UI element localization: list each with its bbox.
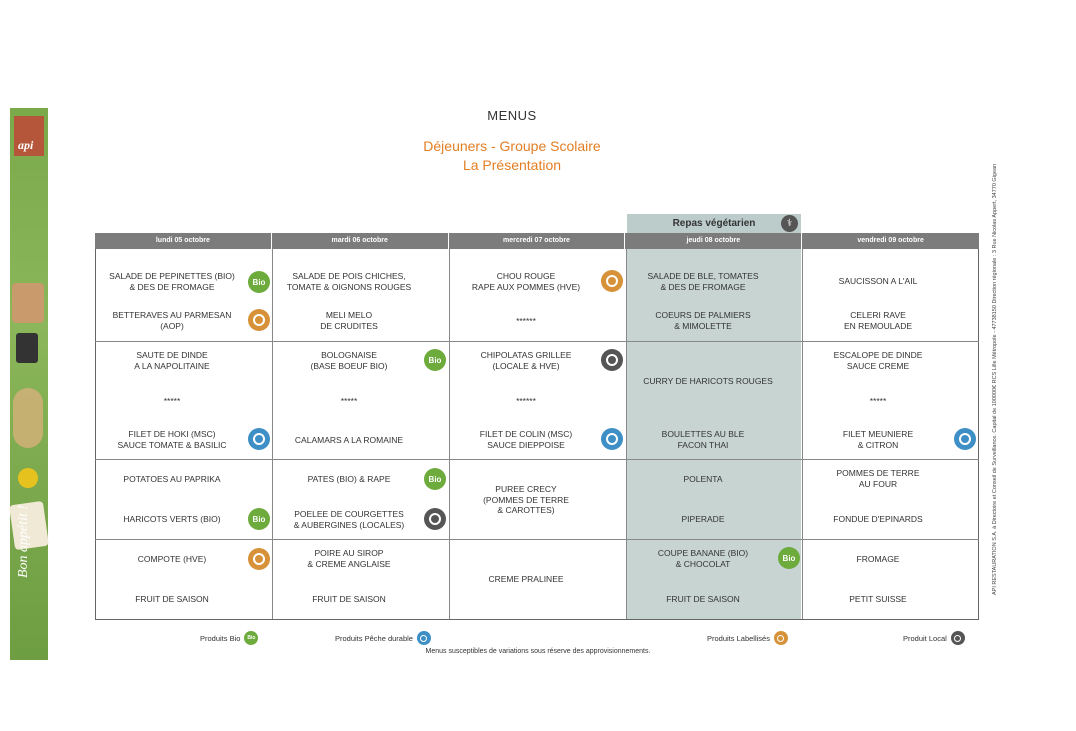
menu-item: CHIPOLATAS GRILLEE (LOCALE & HVE)	[480, 350, 572, 371]
day-header: vendredi 09 octobre	[802, 233, 979, 249]
label-badge-icon	[248, 309, 270, 331]
day-header: lundi 05 octobre	[95, 233, 272, 249]
footnote: Menus susceptibles de variations sous réserve des approvisionnements.	[425, 648, 651, 655]
menu-item: POIRE AU SIROP & CREME ANGLAISE	[307, 548, 391, 569]
bio-badge-icon: Bio	[248, 271, 270, 293]
menu-item: CHOU ROUGE RAPE AUX POMMES (HVE)	[471, 271, 581, 292]
menu-item: COMPOTE (HVE)	[137, 554, 207, 564]
day-header: mardi 06 octobre	[272, 233, 449, 249]
legend-peche	[335, 631, 431, 645]
legal-side-text: API RESTAURATION S.A. à Directoire et Conseil de Surveillance. Capital de 100000€ RCS Lille Métropole - 47738150 Direction régionale : 3 Rue Nicolas Appert, 34770 Gigean	[992, 163, 998, 595]
menu-item: PATES (BIO) & RAPE	[307, 474, 391, 484]
legend-local	[903, 631, 965, 645]
api-logo: api	[14, 116, 44, 156]
legend-label: Produits Labellisés	[707, 633, 770, 643]
column-divider	[272, 249, 273, 619]
menu-item: CREME PRALINEE	[488, 574, 564, 584]
vegetarian-tab: Repas végétarien	[627, 214, 801, 233]
day-header: mercredi 07 octobre	[449, 233, 626, 249]
menu-item: FILET DE HOKI (MSC) SAUCE TOMATE & BASILIC	[117, 429, 227, 450]
menu-item: COEURS DE PALMIERS & MIMOLETTE	[655, 310, 751, 331]
menu-item: SALADE DE PEPINETTES (BIO) & DES DE FROMAGE	[109, 271, 235, 292]
menu-item: BETTERAVES AU PARMESAN (AOP)	[112, 310, 232, 331]
fruit-illustration	[18, 468, 38, 488]
table-header-row	[95, 233, 979, 249]
page-subtitle: Déjeuners - Groupe Scolaire	[423, 138, 601, 154]
menu-item: FRUIT DE SAISON	[666, 594, 740, 604]
bio-badge-icon: Bio	[424, 468, 446, 490]
menu-item: BOULETTES AU BLE FACON THAI	[661, 429, 745, 450]
menu-separator: ******	[516, 316, 536, 326]
legend-label: Produits Bio	[200, 633, 241, 643]
fish-badge-icon	[248, 428, 270, 450]
menu-item: PIPERADE	[681, 514, 725, 524]
bio-badge-icon: Bio	[244, 631, 258, 645]
day-header: jeudi 08 octobre	[625, 233, 802, 249]
menu-separator: *****	[340, 396, 358, 406]
row-divider	[95, 459, 979, 460]
bio-badge-icon: Bio	[248, 508, 270, 530]
column-divider	[449, 249, 450, 619]
page-title: MENUS	[487, 108, 537, 123]
menu-item: POMMES DE TERRE AU FOUR	[836, 468, 920, 489]
menu-item: SALADE DE POIS CHICHES, TOMATE & OIGNONS ROUGES	[286, 271, 412, 292]
menu-item: MELI MELO DE CRUDITES	[320, 310, 378, 331]
menu-item: SAUTE DE DINDE A LA NAPOLITAINE	[134, 350, 210, 371]
row-divider	[95, 341, 979, 342]
menu-item: PUREE CRECY (POMMES DE TERRE & CAROTTES)	[483, 484, 569, 515]
strip-number: 23	[16, 693, 50, 730]
menu-item: FRUIT DE SAISON	[135, 594, 209, 604]
vegetarian-icon: ⚕	[781, 215, 798, 232]
legend-label: Produit Local	[903, 633, 947, 643]
local-badge-icon	[424, 508, 446, 530]
legend-label-produits	[707, 631, 788, 645]
menu-item: SALADE DE BLE, TOMATES & DES DE FROMAGE	[647, 271, 759, 292]
menu-separator: *****	[163, 396, 181, 406]
page-subtitle-location: La Présentation	[462, 157, 562, 173]
menu-separator: ******	[516, 396, 536, 406]
fish-badge-icon	[954, 428, 976, 450]
row-divider	[95, 539, 979, 540]
menu-item: POTATOES AU PAPRIKA	[123, 474, 221, 484]
local-badge-icon	[601, 349, 623, 371]
menu-item: POELEE DE COURGETTES & AUBERGINES (LOCALES)	[293, 509, 405, 530]
menu-item: SAUCISSON A L'AIL	[838, 276, 918, 286]
column-divider	[802, 249, 803, 619]
menu-item: CELERI RAVE EN REMOULADE	[843, 310, 912, 331]
menu-item: FONDUE D'EPINARDS	[833, 514, 923, 524]
fish-badge-icon	[417, 631, 431, 645]
menu-item: FRUIT DE SAISON	[312, 594, 386, 604]
legend-label: Produits Pêche durable	[335, 633, 413, 643]
menu-item: BOLOGNAISE (BASE BOEUF BIO)	[310, 350, 388, 371]
menu-item: FROMAGE	[856, 554, 900, 564]
food-illustration	[12, 283, 44, 323]
menu-item: POLENTA	[683, 474, 723, 484]
menu-item: FILET DE COLIN (MSC) SAUCE DIEPPOISE	[479, 429, 573, 450]
menu-item: CURRY DE HARICOTS ROUGES	[643, 376, 773, 386]
label-badge-icon	[601, 270, 623, 292]
bio-badge-icon: Bio	[778, 547, 800, 569]
decorative-side-strip	[10, 108, 50, 730]
bon-appetit-slogan: Bon appétit !	[16, 504, 31, 578]
menu-item: ESCALOPE DE DINDE SAUCE CREME	[833, 350, 923, 371]
bio-badge-icon: Bio	[424, 349, 446, 371]
menu-item: HARICOTS VERTS (BIO)	[123, 514, 221, 524]
legend-bio	[200, 631, 258, 645]
bread-illustration	[13, 388, 43, 448]
menu-item: PETIT SUISSE	[849, 594, 907, 604]
column-divider	[626, 249, 627, 619]
fish-badge-icon	[601, 428, 623, 450]
menu-item: COUPE BANANE (BIO) & CHOCOLAT	[657, 548, 749, 569]
scale-illustration	[16, 333, 38, 363]
menu-item: CALAMARS A LA ROMAINE	[294, 435, 404, 445]
label-badge-icon	[248, 548, 270, 570]
local-badge-icon	[951, 631, 965, 645]
label-badge-icon	[774, 631, 788, 645]
menu-item: FILET MEUNIERE & CITRON	[842, 429, 914, 450]
menu-separator: *****	[869, 396, 887, 406]
